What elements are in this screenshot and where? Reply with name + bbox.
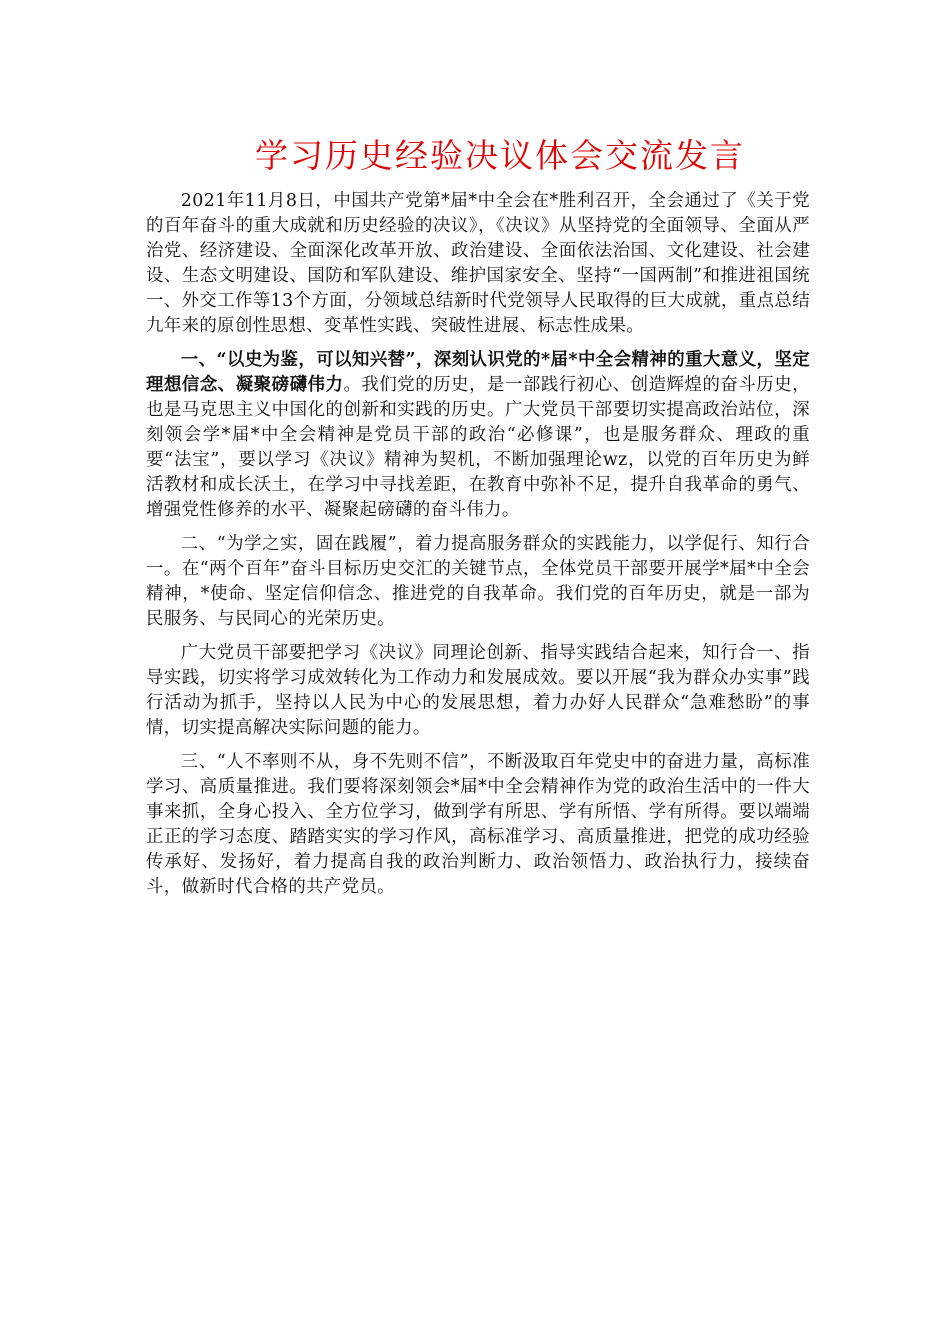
section-three-text: 三、“人不率则不从，身不先则不信”，不断汲取百年党史中的奋进力量，高标准学习、高质量推进。我们要将深刻领会*届*中全会精神作为党的政治生活中的一件大事来抓，全身心投入、全方位学习，做到学有所思、学有所悟、学有所得。要以端端正正的学习态度、踏踏实实的学习作风，高标准学习、高质量推进，把党的成功经验传承好、发扬好，着力提高自我的政治判断力、政治领悟力、政治执行力，接续奋斗，做新时代合格的共产党员。 (146, 752, 810, 897)
paragraph-section-three (146, 750, 810, 900)
paragraph-intro-text: 2021年11月8日，中国共产党第*届*中全会在*胜利召开，全会通过了《关于党的百年奋斗的重大成就和历史经验的决议》，《决议》从坚持党的全面领导、全面从严治党、经济建设、全面深化改革开放、政治建设、全面依法治国、文化建设、社会建设、生态文明建设、国防和军队建设、维护国家安全、坚持“一国两制”和推进祖国统一、外交工作等13个方面，分领域总结新时代党领导人民取得的巨大成就，重点总结九年来的原创性思想、变革性实践、突破性进展、标志性成果。 (146, 191, 810, 336)
document-body (146, 189, 810, 909)
paragraph-section-one (146, 348, 810, 523)
section-one-text: 。我们党的历史，是一部践行初心、创造辉煌的奋斗历史，也是马克思主义中国化的创新和实践的历史。广大党员干部要切实提高政治站位，深刻领会学*届*中全会精神是党员干部的政治“必修课”，也是服务群众、理政的重要“法宝”，要以学习《决议》精神为契机，不断加强理论wz，以党的百年历史为鲜活教材和成长沃土，在学习中寻找差距，在教育中弥补不足，提升自我革命的勇气、增强党性修养的水平、凝聚起磅礴的奋斗伟力。 (146, 375, 810, 520)
section-two-text: 二、“为学之实，固在践履”，着力提高服务群众的实践能力，以学促行、知行合一。在“两个百年”奋斗目标历史交汇的关键节点，全体党员干部要开展学*届*中全会精神，*使命、坚定信仰信念、推进党的自我革命。我们党的百年历史，就是一部为民服务、与民同心的光荣历史。 (146, 534, 810, 629)
section-one-heading: 一、“以史为鉴，可以知兴替”，深刻认识党的*届*中全会精神的重大意义，坚定理想信念、凝聚磅礴伟力 (146, 350, 810, 395)
section-two-continued-text: 广大党员干部要把学习《决议》同理论创新、指导实践结合起来，知行合一、指导实践，切实将学习成效转化为工作动力和发展成效。要以开展“我为群众办实事”践行活动为抓手，坚持以人民为中心的发展思想，着力办好人民群众“急难愁盼”的事情，切实提高解决实际问题的能力。 (146, 643, 810, 738)
paragraph-section-two-continued (146, 641, 810, 741)
document-title: 学习历史经验决议体会交流发言 (255, 136, 745, 175)
paragraph-intro (146, 189, 810, 339)
paragraph-section-two (146, 532, 810, 632)
